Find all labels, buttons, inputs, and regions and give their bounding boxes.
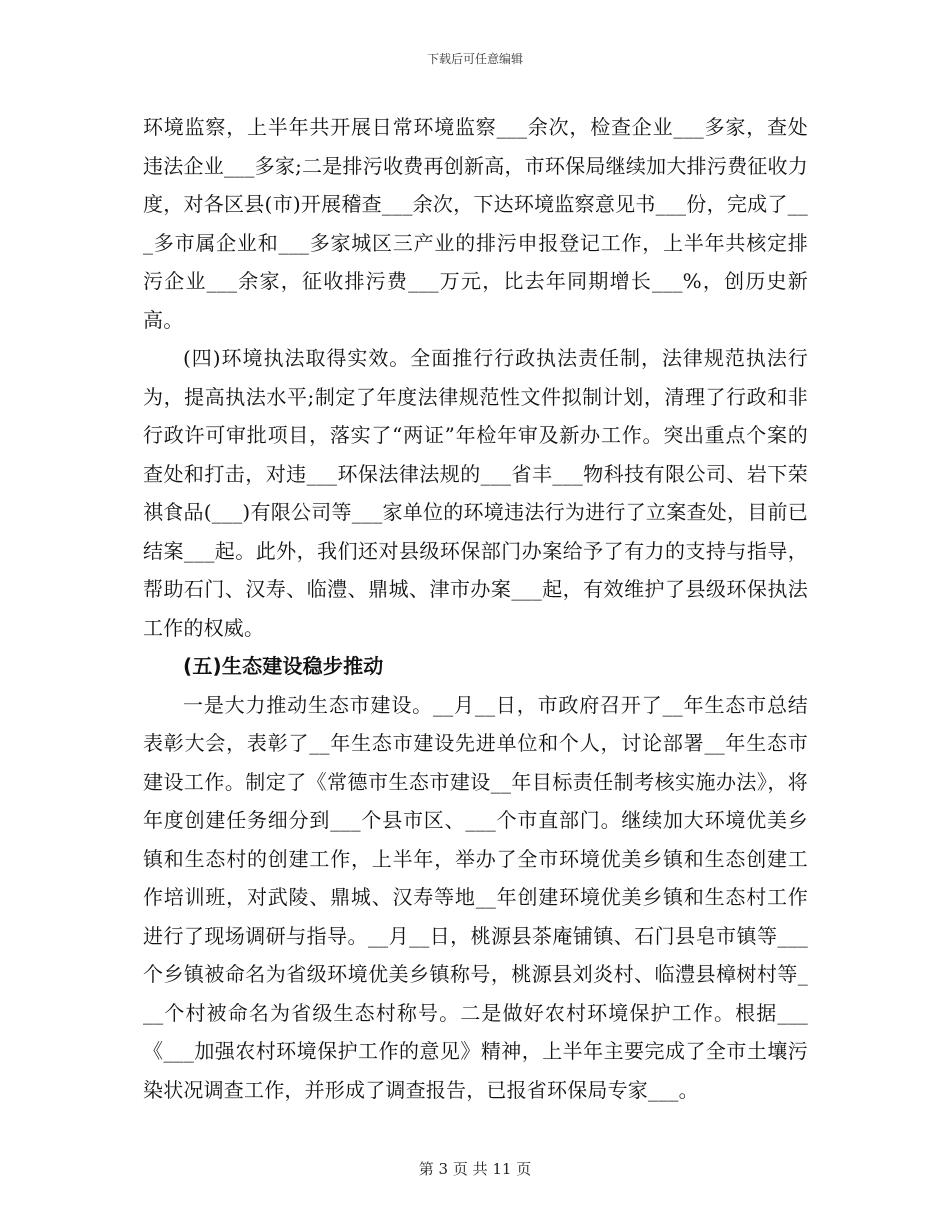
page-number: 第 3 页 共 11 页 bbox=[418, 1160, 532, 1178]
paragraph-environment-monitoring: 环境监察，上半年共开展日常环境监察___余次，检查企业___多家，查处违法企业___多家;二是排污收费再创新高，市环保局继续加大排污费征收力度，对各区县(市)开展稽查___余次，下达环境监察意见书___份，完成了___多市属企业和___多家城区三产业的排污申报登记工作，上半年共核定排污企业___余家，征收排污费___万元，比去年同期增长___%，创历史新高。 bbox=[143, 115, 808, 332]
document-body bbox=[143, 108, 808, 1109]
paragraph-law-enforcement: (四)环境执法取得实效。全面推行行政执法责任制，法律规范执法行为，提高执法水平;制定了年度法律规范性文件拟制计划，清理了行政和非行政许可审批项目，落实了“两证”年检年审及新办工作。突出重点个案的查处和打击，对违___环保法律法规的___省丰___物科技有限公司、岩下荣祺食品(___)有限公司等___家单位的环境违法行为进行了立案查处，目前已结案___起。此外，我们还对县级环保部门办案给予了有力的支持与指导，帮助石门、汉寿、临澧、鼎城、津市办案___起，有效维护了县级环保执法工作的权威。 bbox=[143, 346, 808, 640]
paragraph-ecological-construction: 一是大力推动生态市建设。__月__日，市政府召开了__年生态市总结表彰大会，表彰了__年生态市建设先进单位和个人，讨论部署__年生态市建设工作。制定了《常德市生态市建设__年目标责任制考核实施办法》，将年度创建任务细分到___个县市区、___个市直部门。继续加大环境优美乡镇和生态村的创建工作，上半年，举办了全市环境优美乡镇和生态创建工作培训班，对武陵、鼎城、汉寿等地__年创建环境优美乡镇和生态村工作进行了现场调研与指导。__月__日，桃源县茶庵铺镇、石门县皂市镇等___个乡镇被命名为省级环境优美乡镇称号，桃源县刘炎村、临澧县樟树村等___个村被命名为省级生态村称号。二是做好农村环境保护工作。根据___《___加强农村环境保护工作的意见》精神，上半年主要完成了全市土壤污染状况调查工作，并形成了调查报告，已报省环保局专家___。 bbox=[143, 692, 808, 1102]
section-heading-ecological-construction: (五)生态建设稳步推动 bbox=[183, 654, 384, 678]
page-header-note: 下载后可任意编辑 bbox=[426, 52, 523, 66]
